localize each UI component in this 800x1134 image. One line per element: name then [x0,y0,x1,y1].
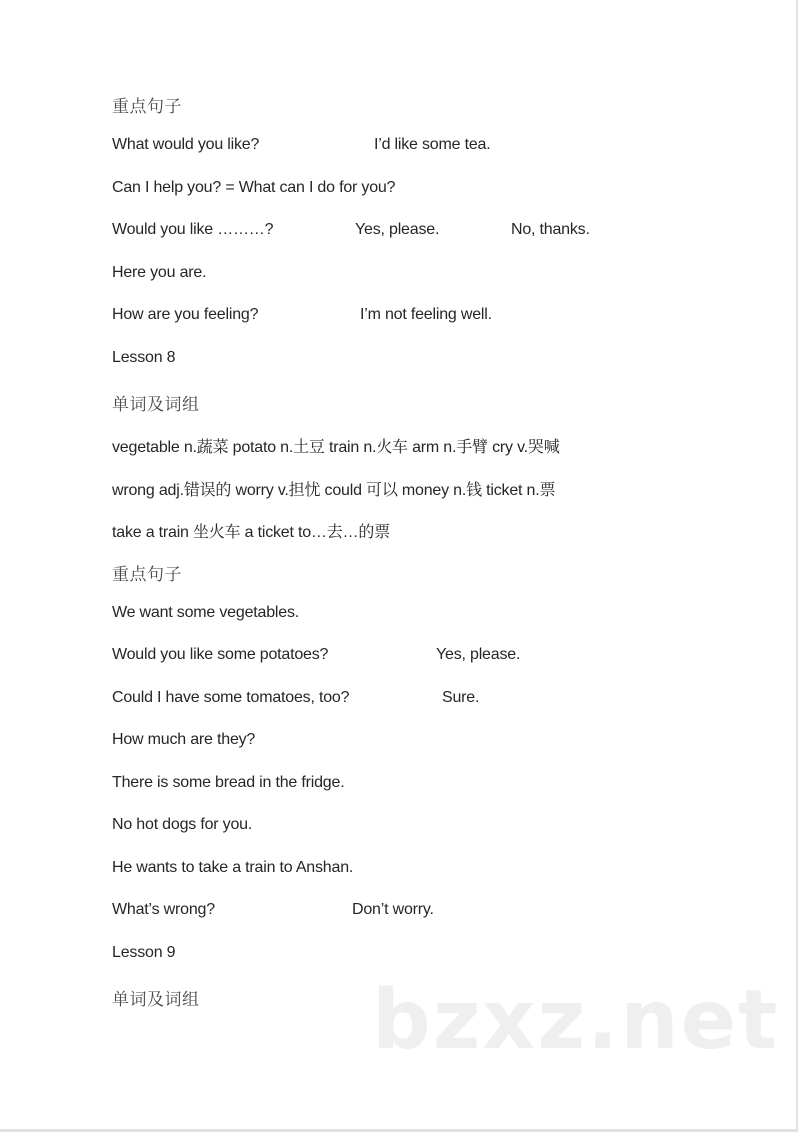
sentence-line [112,689,480,713]
sentence-question: He wants to take a train to Anshan. [112,859,354,876]
sentence-question: There is some bread in the fridge. [112,774,345,791]
sentence-question: What would you like? [112,136,260,153]
sentence-line [112,774,344,798]
sentence-question: How are you feeling? [112,306,259,323]
sentence-answer: I’d like some tea. [374,136,491,153]
sentence-answer: I’m not feeling well. [360,306,492,323]
sentence-question: Here you are. [112,264,207,281]
sentence-line [112,306,492,330]
lesson-title: Lesson 8 [112,349,176,366]
sentence-question: How much are they? [112,731,256,748]
sentence-question: We want some vegetables. [112,604,300,621]
sentence-line [112,264,206,288]
sentence-question: What’s wrong? [112,901,215,918]
sentence-line [112,136,491,160]
lesson-title: Lesson 9 [112,944,176,961]
sentence-line [112,859,353,883]
sentence-question: Can I help you? = What can I do for you? [112,179,396,196]
section-heading-key-sentences: 重点句子 [112,97,182,117]
sentence-line [112,816,252,840]
vocab-line: take a train 坐火车 a ticket to…去…的票 [112,524,390,541]
section-heading-vocabulary: 单词及词组 [112,990,200,1010]
sentence-answer-yes: Yes, please. [355,221,440,238]
watermark: bzxz.net [372,973,780,1068]
section-heading-vocabulary: 单词及词组 [112,395,200,415]
sentence-line [112,221,590,245]
sentence-answer-no: No, thanks. [511,221,590,238]
sentence-answer: Don’t worry. [352,901,434,918]
section-heading-key-sentences: 重点句子 [112,565,182,585]
sentence-line [112,604,299,628]
sentence-question: Would you like ………? [112,221,274,238]
sentence-answer: Yes, please. [436,646,521,663]
sentence-question: Could I have some tomatoes, too? [112,689,350,706]
sentence-line [112,901,434,925]
vocab-line: wrong adj.错误的 worry v.担忧 could 可以 money n.钱 ticket n.票 [112,482,556,499]
sentence-line [112,731,255,755]
sentence-line [112,646,521,670]
sentence-question: Would you like some potatoes? [112,646,329,663]
sentence-question: No hot dogs for you. [112,816,253,833]
sentence-line [112,179,395,203]
vocab-line: vegetable n.蔬菜 potato n.土豆 train n.火车 arm n.手臂 cry v.哭喊 [112,439,560,456]
sentence-answer: Sure. [442,689,480,706]
